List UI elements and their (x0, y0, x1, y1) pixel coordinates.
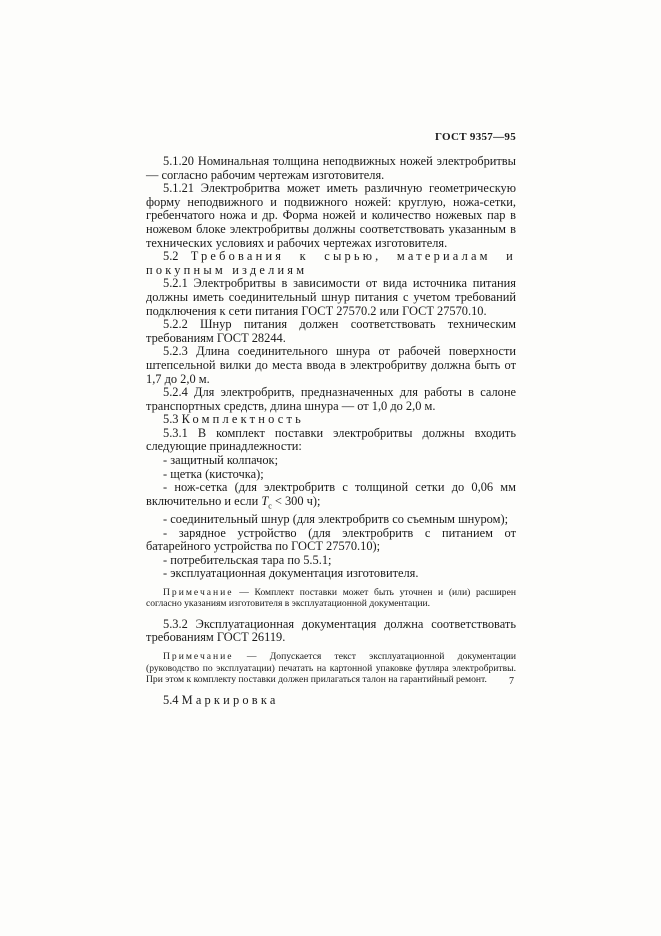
note-label: Примечание (163, 651, 234, 663)
section-number: 5.4 (163, 692, 179, 707)
note-label: Примечание (163, 586, 234, 598)
paragraph-5-2-3: 5.2.3 Длина соединительного шнура от рабочей поверхности штепсельной вилки до места ввода в электробритву должна быть от 1,7 до 2,0 м. (146, 344, 516, 386)
paragraph-5-2-2: 5.2.2 Шнур питания должен соответствовать техническим требованиям ГОСТ 28244. (146, 317, 516, 345)
symbol-subscript: c (268, 501, 272, 511)
list-item (146, 481, 516, 513)
list-item: - соединительный шнур (для электробритв со съемным шнуром); (163, 511, 509, 526)
section-heading-5-2 (146, 250, 516, 277)
section-title: Маркировка (181, 692, 279, 707)
note-text: — Комплект поставки может быть уточнен и (или) расширен согласно указаниям изготовителя в эксплуатационной документации. (146, 586, 516, 610)
list-item: - эксплуатационная документация изготовителя. (163, 566, 419, 581)
section-heading-5-4 (146, 694, 516, 708)
list-item: - защитный колпачок; (163, 453, 279, 468)
list-item: - щетка (кисточка); (163, 466, 264, 481)
section-number: 5.2 (163, 249, 179, 264)
symbol-t: T (261, 493, 269, 508)
list-item-text: - нож-сетка (для электробритв с толщиной сетки до 0,06 мм включительно и если (146, 480, 516, 508)
note-1 (146, 587, 516, 610)
paragraph-5-1-20: 5.1.20 Номинальная толщина неподвижных ножей электробритвы — согласно рабочим чертежам изготовителя. (146, 154, 516, 182)
document-code: ГОСТ 9357—95 (434, 131, 516, 143)
section-title: Требования к сырью, материалам и покупным изделиям (146, 249, 516, 277)
paragraph-5-2-1: 5.2.1 Электробритвы в зависимости от вида источника питания должны иметь соединительный шнур питания с учетом требований подключения к сети питания ГОСТ 27570.2 или ГОСТ 27570.10. (146, 276, 516, 318)
page-body (146, 155, 516, 707)
paragraph-5-1-21: 5.1.21 Электробритва может иметь различную геометрическую форму неподвижного и подвижного ножей: круглую, ножа-сетки, гребенчатого ножа и др. Форма ножей и количество ножевых пар в ножевом блоке электробритвы должны соответствовать указанным в технических условиях и рабочих чертежах изготовителя. (146, 181, 516, 250)
paragraph-5-3-2: 5.3.2 Эксплуатационная документация должна соответствовать требованиям ГОСТ 26119. (146, 616, 516, 645)
list-item: - потребительская тара по 5.5.1; (163, 552, 332, 567)
section-heading-5-3 (146, 413, 516, 427)
list-item-text: < 300 ч); (271, 493, 321, 508)
paragraph-5-2-4: 5.2.4 Для электробритв, предназначенных для работы в салоне транспортных средств, длина шнура — от 1,0 до 2,0 м. (146, 385, 516, 413)
page-number: 7 (509, 676, 514, 687)
section-number: 5.3 (163, 412, 179, 427)
note-text: — Допускается текст эксплуатационной документации (руководство по эксплуатации) печатать на картонной упаковке футляра электробритвы. При этом к комплекту поставки должен прилагаться талон на гарантийный ремонт. (146, 651, 516, 686)
list-item: - зарядное устройство (для электробритв с питанием от батарейного устройства по ГОСТ 27570.10); (146, 525, 516, 554)
paragraph-5-3-1: 5.3.1 В комплект поставки электробритвы должны входить следующие принадлежности: (146, 425, 516, 454)
note-2 (146, 651, 516, 686)
section-title: Комплектность (181, 412, 304, 427)
